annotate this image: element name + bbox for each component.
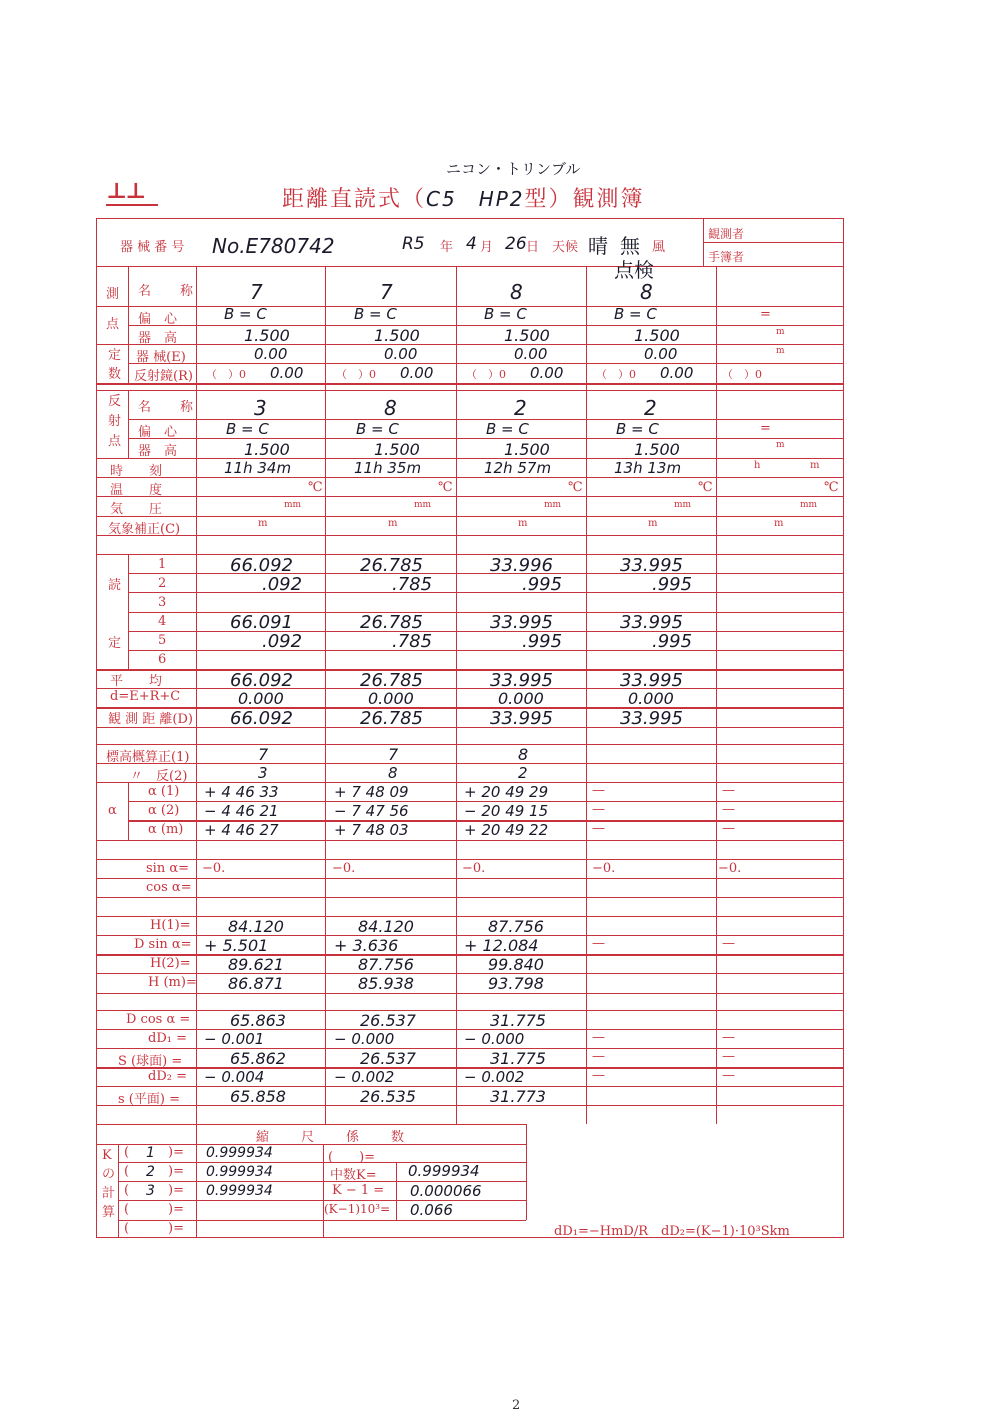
mean-value: 66.092 <box>230 670 293 691</box>
k-index: 1 <box>146 1145 155 1161</box>
k-paren-open: ( <box>124 1164 130 1179</box>
alpha1-value: + 7 48 09 <box>334 783 409 801</box>
station-eccentric-label: 偏 心 <box>138 312 178 327</box>
k-paren-close: )= <box>168 1183 184 1198</box>
obs-dist-value: 66.092 <box>230 708 293 729</box>
dash: — <box>592 821 605 836</box>
k-paren-open: ( <box>124 1221 130 1236</box>
rule <box>716 266 717 1124</box>
station-height-label: 器 高 <box>138 331 178 346</box>
h1-value: 84.120 <box>358 917 414 936</box>
reflector-name: 8 <box>384 396 397 420</box>
reading-number: 3 <box>158 595 167 610</box>
time-value: 11h 35m <box>354 459 422 477</box>
rule <box>96 707 844 709</box>
reading-number: 5 <box>158 633 167 648</box>
rule <box>325 266 326 1124</box>
const-r: 0.00 <box>530 364 564 382</box>
page-title <box>282 182 645 213</box>
station-group-label: 測点 <box>106 287 120 332</box>
instrument-no: No.E780742 <box>212 234 335 258</box>
dash: — <box>722 783 735 798</box>
reflector-name-label: 名 称 <box>138 400 202 415</box>
reflector-group-label: 反射点 <box>108 394 122 449</box>
reflector-height: 1.500 <box>374 440 420 459</box>
rule <box>128 438 844 439</box>
time-value: 13h 13m <box>614 459 682 477</box>
unit-m: m <box>776 327 785 337</box>
dash: — <box>592 783 605 798</box>
rule <box>128 650 844 651</box>
station-height: 1.500 <box>634 326 680 345</box>
dsin-value: + 3.636 <box>334 936 399 955</box>
dcos-value: 31.775 <box>490 1011 546 1030</box>
rule <box>96 688 844 689</box>
d-corr-value: 0.000 <box>238 689 284 708</box>
dash: — <box>592 936 605 951</box>
sin-prefix: −0. <box>332 861 356 876</box>
rule <box>96 727 844 728</box>
h2-value: 89.621 <box>228 955 284 974</box>
k-pow-label: (K−1)10³= <box>324 1202 391 1216</box>
const-e: 0.00 <box>254 345 288 363</box>
weather-corr-unit: m <box>648 518 658 529</box>
elev-station: 7 <box>388 745 399 764</box>
rule <box>96 1124 526 1125</box>
const-e: 0.00 <box>384 345 418 363</box>
elev-reflector: 2 <box>518 764 528 782</box>
rule <box>128 390 129 458</box>
reading-value: 33.995 <box>620 555 683 576</box>
station-eccentric: B = C <box>354 305 397 323</box>
weather-label: 天候 <box>552 240 579 255</box>
formula: dD₁=−HmD/R dD₂=(K−1)·10³Skm <box>554 1224 790 1239</box>
hm-value: 93.798 <box>488 974 544 993</box>
dd2-value: − 0.002 <box>334 1068 395 1086</box>
reading-value: .785 <box>392 574 433 595</box>
elev-reflector: 3 <box>258 764 268 782</box>
reading-value: 33.996 <box>490 555 553 576</box>
reading-value: .995 <box>522 631 563 652</box>
rule <box>96 535 844 536</box>
s-plane-value: 26.535 <box>360 1087 416 1106</box>
rule <box>118 1144 119 1238</box>
k-paren-close: )= <box>168 1221 184 1236</box>
k-value: 0.999934 <box>206 1183 273 1199</box>
rule <box>96 554 844 555</box>
alpha1-value: + 20 49 29 <box>464 783 549 801</box>
recorder-label: 手簿者 <box>708 250 745 264</box>
reading-value: 66.091 <box>230 612 293 633</box>
dd2-value: − 0.004 <box>204 1068 265 1086</box>
page-number: 2 <box>512 1398 521 1413</box>
rule <box>96 344 844 345</box>
cos-label: cos α= <box>146 880 192 895</box>
sin-prefix: −0. <box>592 861 616 876</box>
mean-value: 33.995 <box>490 670 553 691</box>
reflector-height: 1.500 <box>244 440 290 459</box>
temp-unit: ℃ <box>438 480 453 495</box>
rule <box>96 763 844 764</box>
unit-m: m <box>776 440 785 450</box>
reflector-eccentric-label: 偏 心 <box>138 425 178 440</box>
rule <box>323 1144 324 1238</box>
h2-value: 87.756 <box>358 955 414 974</box>
dash: — <box>722 1068 735 1083</box>
reading-value: .092 <box>262 574 303 595</box>
handwritten-maker-note: ニコン・トリンブル <box>446 160 581 178</box>
eq5: = <box>760 307 771 322</box>
h1-label: H(1)= <box>150 918 191 933</box>
station-eccentric: B = C <box>484 305 527 323</box>
pressure-unit: mm <box>414 500 432 510</box>
rule <box>96 496 844 497</box>
dd1-value: − 0.000 <box>464 1030 525 1048</box>
m-unit: m <box>810 460 820 471</box>
temp-unit: ℃ <box>698 480 713 495</box>
rule <box>96 916 844 917</box>
pressure-unit: mm <box>674 500 692 510</box>
mid-k-label: 中数K= <box>330 1168 377 1183</box>
station-height: 1.500 <box>244 326 290 345</box>
reading-value: .995 <box>652 574 693 595</box>
year-label: 年 <box>440 240 454 255</box>
obs-dist-value: 33.995 <box>490 708 553 729</box>
reading-value: 33.995 <box>490 612 553 633</box>
rule <box>96 390 844 391</box>
dcos-value: 65.863 <box>230 1011 286 1030</box>
dash: — <box>722 1049 735 1064</box>
day-label: 日 <box>526 240 540 255</box>
rule <box>128 592 844 593</box>
mid-k-value: 0.999934 <box>408 1162 480 1180</box>
rule <box>128 782 129 840</box>
k-minus-label: K − 1 = <box>332 1183 385 1198</box>
station-eccentric: B = C <box>224 305 267 323</box>
mean-value: 33.995 <box>620 670 683 691</box>
pressure-unit: mm <box>544 500 562 510</box>
s-sphere-label: S (球面) = <box>118 1054 183 1069</box>
const-group-label: 定数 <box>108 348 122 382</box>
dd2-value: − 0.002 <box>464 1068 525 1086</box>
rule <box>96 897 844 898</box>
elev-station: 8 <box>518 745 529 764</box>
const-instr-label: 器 械(E) <box>136 350 186 365</box>
const-r: 0.00 <box>270 364 304 382</box>
reading-value: 26.785 <box>360 555 423 576</box>
k-index: 2 <box>146 1164 155 1180</box>
rule <box>96 1010 844 1011</box>
hm-value: 86.871 <box>228 974 284 993</box>
title-part1: 距離直読式（ <box>282 187 427 212</box>
rule <box>96 458 844 459</box>
rule <box>96 878 844 879</box>
time-label: 時 刻 <box>110 464 163 479</box>
rule <box>96 973 844 974</box>
reading-value: 26.785 <box>360 612 423 633</box>
temp-unit: ℃ <box>568 480 583 495</box>
rule <box>96 477 844 478</box>
elev-label-1: 標高概算正(1) <box>106 750 190 765</box>
rule <box>96 840 844 841</box>
const-r: 0.00 <box>400 364 434 382</box>
station-height: 1.500 <box>374 326 420 345</box>
reading-value: .785 <box>392 631 433 652</box>
station-name: 8 <box>510 280 523 304</box>
temp-unit: ℃ <box>308 480 323 495</box>
const-refl-label: 反射鏡(R) <box>134 369 193 384</box>
logo-underline <box>106 204 158 206</box>
const-e: 0.00 <box>514 345 548 363</box>
reading-number: 6 <box>158 652 167 667</box>
k-pow-value: 0.066 <box>410 1201 453 1219</box>
scale-header: 縮 尺 係 数 <box>256 1130 407 1145</box>
temp-unit: ℃ <box>824 480 839 495</box>
k-paren-open: ( <box>124 1145 130 1160</box>
alpha-group-label: α <box>108 803 117 818</box>
sin-prefix: −0. <box>202 861 226 876</box>
sin-prefix: −0. <box>462 861 486 876</box>
reading-number: 4 <box>158 614 167 629</box>
rule <box>96 266 844 267</box>
reflector-height: 1.500 <box>634 440 680 459</box>
reading-label-top: 読 <box>108 578 122 593</box>
alpham-value: + 7 48 03 <box>334 821 409 839</box>
reading-value: 33.995 <box>620 612 683 633</box>
rule <box>96 516 844 517</box>
h2-value: 99.840 <box>488 955 544 974</box>
weather-corr-unit: m <box>518 518 528 529</box>
d-corr-value: 0.000 <box>368 689 414 708</box>
const-r: 0.00 <box>660 364 694 382</box>
rule <box>128 363 844 364</box>
month-label: 月 <box>480 240 494 255</box>
rule <box>96 1105 844 1106</box>
station-name: 7 <box>380 280 393 304</box>
temp-label: 温 度 <box>110 483 163 498</box>
s-plane-value: 31.773 <box>490 1087 546 1106</box>
weather-corr-unit: m <box>774 518 784 529</box>
s-sphere-value: 65.862 <box>230 1049 286 1068</box>
reflector-eccentric: B = C <box>486 420 529 438</box>
mean-label: 平 均 <box>110 674 163 689</box>
time-value: 12h 57m <box>484 459 552 477</box>
station-eccentric: B = C <box>614 305 657 323</box>
dsin-label: D sin α= <box>134 937 192 952</box>
reflector-height-label: 器 高 <box>138 444 178 459</box>
rule <box>586 266 587 1124</box>
reading-value: 66.092 <box>230 555 293 576</box>
weather-corr-unit: m <box>388 518 398 529</box>
reflector-name: 2 <box>644 396 657 420</box>
weather-value: 晴 <box>588 234 608 258</box>
hm-label: H (m)= <box>148 975 197 990</box>
dash: — <box>592 1030 605 1045</box>
dash: — <box>722 1030 735 1045</box>
dash: — <box>722 821 735 836</box>
s-sphere-value: 31.775 <box>490 1049 546 1068</box>
title-part2: 型）観測簿 <box>524 187 645 212</box>
alpham-value: + 4 46 27 <box>204 821 279 839</box>
dash: — <box>722 936 735 951</box>
rule <box>118 1200 526 1201</box>
alpha2-value: − 7 47 56 <box>334 802 409 820</box>
s-sphere-value: 26.537 <box>360 1049 416 1068</box>
dd2-label: dD₂ = <box>148 1069 187 1084</box>
rule <box>96 744 844 745</box>
d-corr-value: 0.000 <box>498 689 544 708</box>
rule <box>396 1162 397 1220</box>
reflector-name: 2 <box>514 396 527 420</box>
s-plane-label: s (平面) = <box>118 1092 180 1107</box>
alpha1-value: + 4 46 33 <box>204 783 279 801</box>
elev-station: 7 <box>258 745 269 764</box>
k-index: 3 <box>146 1183 155 1199</box>
reading-value: .092 <box>262 631 303 652</box>
reading-value: .995 <box>522 574 563 595</box>
const-e: 0.00 <box>644 345 678 363</box>
reading-number: 2 <box>158 576 167 591</box>
time-value: 11h 34m <box>224 459 292 477</box>
unit-m: m <box>776 346 785 356</box>
obs-dist-label: 観 測 距 離(D) <box>108 712 193 727</box>
const-r-prefix: （ ）0 <box>722 368 762 381</box>
alpham-value: + 20 49 22 <box>464 821 549 839</box>
month: 4 <box>466 234 477 254</box>
reading-label-bottom: 定 <box>108 636 122 651</box>
dsin-value: + 5.501 <box>204 936 269 955</box>
d-corr-value: 0.000 <box>628 689 674 708</box>
k-minus-value: 0.000066 <box>410 1182 482 1200</box>
elev-label-2: 〃 反(2) <box>130 769 188 784</box>
weather-corr-unit: m <box>258 518 268 529</box>
k-paren-close: )= <box>168 1145 184 1160</box>
k-paren-open: ( <box>124 1183 130 1198</box>
alpha2-label: α (2) <box>148 803 180 818</box>
station-name: 7 <box>250 280 263 304</box>
instrument-no-label: 器 械 番 号 <box>120 240 185 255</box>
sin-prefix: −0. <box>718 861 742 876</box>
pressure-label: 気 圧 <box>110 502 163 517</box>
wind-label: 風 <box>652 240 666 255</box>
alpham-label: α (m) <box>148 822 184 837</box>
dcos-value: 26.537 <box>360 1011 416 1030</box>
alpha2-value: − 20 49 15 <box>464 802 549 820</box>
rule <box>96 669 844 671</box>
dash: — <box>722 802 735 817</box>
sin-label: sin α= <box>146 861 190 876</box>
wind-value: 無 <box>620 234 640 258</box>
h1-value: 87.756 <box>488 917 544 936</box>
check-note: 点検 <box>614 258 654 282</box>
k-value: 0.999934 <box>206 1145 273 1161</box>
weather-corr-label: 気象補正(C) <box>108 522 181 537</box>
day: 26 <box>505 234 527 254</box>
d-corr-label: d=E+R+C <box>110 689 181 704</box>
reflector-eccentric: B = C <box>356 420 399 438</box>
station-name-label: 名 称 <box>138 284 202 299</box>
eq5: = <box>760 421 771 436</box>
rule <box>96 383 844 385</box>
const-r-prefix: （ ）0 <box>206 368 246 381</box>
const-r-prefix: （ ）0 <box>336 368 376 381</box>
rule <box>196 266 197 1124</box>
station-height: 1.500 <box>504 326 550 345</box>
rule <box>96 993 844 994</box>
alpha2-value: − 4 46 21 <box>204 802 279 820</box>
observer-label: 観測者 <box>708 227 745 241</box>
rule <box>96 1086 844 1087</box>
obs-dist-value: 26.785 <box>360 708 423 729</box>
hm-value: 85.938 <box>358 974 414 993</box>
rule <box>703 242 844 243</box>
h1-value: 84.120 <box>228 917 284 936</box>
dd1-value: − 0.001 <box>204 1030 265 1048</box>
k-paren-close: )= <box>168 1164 184 1179</box>
station-name: 8 <box>640 280 653 304</box>
dcos-label: D cos α = <box>126 1012 191 1027</box>
pressure-unit: mm <box>284 500 302 510</box>
s-plane-value: 65.858 <box>230 1087 286 1106</box>
dd1-value: − 0.000 <box>334 1030 395 1048</box>
k-paren-open: ( <box>124 1202 130 1217</box>
k-paren-close: )= <box>168 1202 184 1217</box>
instrument-model: C5 HP2 <box>426 187 525 211</box>
dash: — <box>592 1068 605 1083</box>
reading-number: 1 <box>158 557 167 572</box>
const-r-prefix: （ ）0 <box>596 368 636 381</box>
rule <box>96 859 844 860</box>
reading-value: .995 <box>652 631 693 652</box>
mean-value: 26.785 <box>360 670 423 691</box>
rule <box>96 306 844 307</box>
reflector-name: 3 <box>254 396 267 420</box>
logo: ⊥⊥ <box>106 178 145 204</box>
dash: — <box>592 1049 605 1064</box>
elev-reflector: 8 <box>388 764 398 782</box>
h-unit: h <box>754 460 761 471</box>
k-calc-label: Kの計算 <box>102 1148 116 1220</box>
rule <box>128 325 844 326</box>
dsin-value: + 12.084 <box>464 936 539 955</box>
const-r-prefix: （ ）0 <box>466 368 506 381</box>
rule <box>456 266 457 1124</box>
dd1-label: dD₁ = <box>148 1031 187 1046</box>
dash: — <box>592 802 605 817</box>
reflector-eccentric: B = C <box>616 420 659 438</box>
rule <box>526 1124 527 1220</box>
era: R5 <box>402 234 425 254</box>
pressure-unit: mm <box>800 500 818 510</box>
alpha1-label: α (1) <box>148 784 180 799</box>
reflector-eccentric: B = C <box>226 420 269 438</box>
h2-label: H(2)= <box>150 956 191 971</box>
obs-dist-value: 33.995 <box>620 708 683 729</box>
reflector-height: 1.500 <box>504 440 550 459</box>
k-value: 0.999934 <box>206 1164 273 1180</box>
